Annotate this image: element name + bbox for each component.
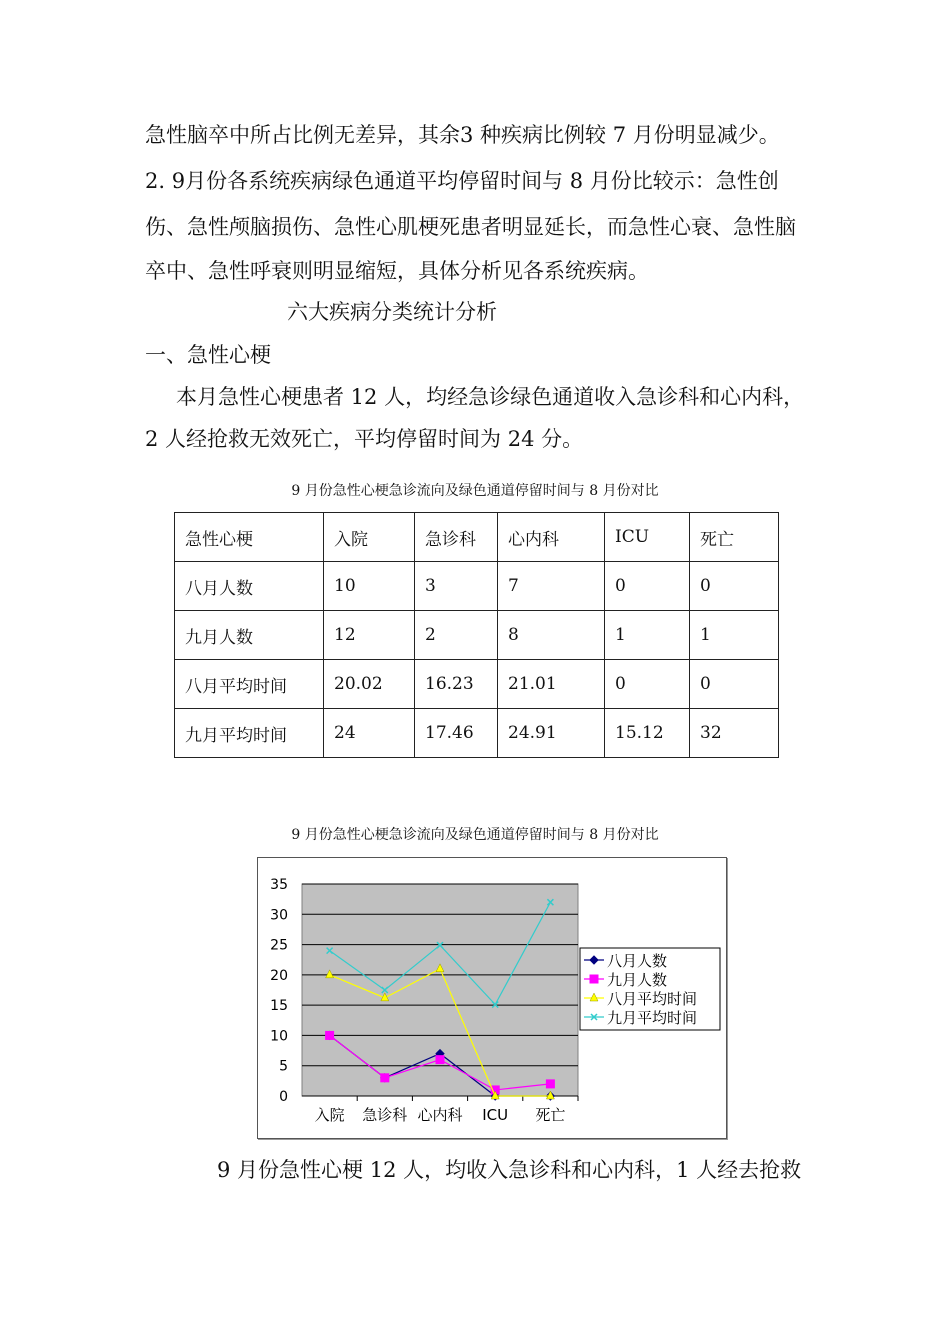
data-point xyxy=(436,1056,444,1064)
table-header-cell: 急性心梗 xyxy=(175,513,324,562)
paragraph-line-2: 2. 9月份各系统疾病绿色通道平均停留时间与 8 月份比较示：急性创 xyxy=(145,169,779,193)
table-cell: 八月人数 xyxy=(175,562,324,611)
table-cell: 0 xyxy=(690,562,779,611)
y-tick-label: 5 xyxy=(279,1058,288,1075)
table-caption: 9 月份急性心梗急诊流向及绿色通道停留时间与 8 月份对比 xyxy=(291,483,659,499)
table-header-row xyxy=(175,513,779,562)
paragraph-line-4: 卒中、急性呼衰则明显缩短，具体分析见各系统疾病。 xyxy=(145,259,649,283)
table-cell: 10 xyxy=(324,562,415,611)
table-cell: 17.46 xyxy=(415,709,498,758)
x-tick-label: 心内科 xyxy=(417,1106,463,1124)
table-row xyxy=(175,660,779,709)
y-tick-label: 35 xyxy=(270,877,288,893)
paragraph-line-6: 2 人经抢救无效死亡，平均停留时间为 24 分。 xyxy=(145,427,584,451)
table-cell: 24 xyxy=(324,709,415,758)
table-header-cell: 死亡 xyxy=(690,513,779,562)
table-cell: 20.02 xyxy=(324,660,415,709)
heading-acute-mi: 一、急性心梗 xyxy=(145,343,271,367)
section-title: 六大疾病分类统计分析 xyxy=(287,300,497,324)
table-cell: 2 xyxy=(415,611,498,660)
data-point xyxy=(381,1074,389,1082)
table-cell: 1 xyxy=(605,611,690,660)
legend-label: 八月人数 xyxy=(607,952,668,970)
y-tick-label: 10 xyxy=(270,1028,288,1045)
table-cell: 8 xyxy=(498,611,605,660)
table-cell: 0 xyxy=(690,660,779,709)
legend-marker xyxy=(590,975,598,983)
legend-label: 八月平均时间 xyxy=(607,990,698,1008)
line-chart xyxy=(258,858,726,1138)
paragraph-line-5: 本月急性心梗患者 12 人，均经急诊绿色通道收入急诊科和心内科， xyxy=(176,385,805,409)
plot-area xyxy=(302,884,578,1096)
table-cell: 1 xyxy=(690,611,779,660)
table-cell: 16.23 xyxy=(415,660,498,709)
paragraph-line-7: 9 月份急性心梗 12 人，均收入急诊科和心内科，1 人经去抢救 xyxy=(217,1158,802,1182)
table-cell: 7 xyxy=(498,562,605,611)
y-tick-label: 25 xyxy=(270,937,288,954)
data-point xyxy=(546,1080,554,1088)
table-cell: 15.12 xyxy=(605,709,690,758)
y-tick-label: 20 xyxy=(270,967,288,984)
table-cell: 八月平均时间 xyxy=(175,660,324,709)
x-tick-label: 急诊科 xyxy=(362,1106,408,1124)
paragraph-line-3: 伤、急性颅脑损伤、急性心肌梗死患者明显延长，而急性心衰、急性脑 xyxy=(145,215,796,239)
table-header-cell: 入院 xyxy=(324,513,415,562)
table-header-cell: 急诊科 xyxy=(415,513,498,562)
table-cell: 32 xyxy=(690,709,779,758)
table-row xyxy=(175,611,779,660)
y-tick-label: 0 xyxy=(279,1089,288,1105)
x-tick-label: 死亡 xyxy=(535,1106,566,1124)
legend-label: 九月人数 xyxy=(607,971,668,989)
chart-frame xyxy=(257,857,727,1139)
x-tick-label: ICU xyxy=(482,1106,509,1124)
table-header-cell: ICU xyxy=(605,513,690,562)
table-row xyxy=(175,709,779,758)
table-cell: 24.91 xyxy=(498,709,605,758)
chart-caption: 9 月份急性心梗急诊流向及绿色通道停留时间与 8 月份对比 xyxy=(291,827,659,843)
table-header-cell: 心内科 xyxy=(498,513,605,562)
data-table xyxy=(174,512,779,758)
paragraph-line-1: 急性脑卒中所占比例无差异，其余3 种疾病比例较 7 月份明显减少。 xyxy=(145,123,780,147)
x-tick-label: 入院 xyxy=(314,1106,345,1124)
table-cell: 12 xyxy=(324,611,415,660)
table-row xyxy=(175,562,779,611)
table-cell: 九月平均时间 xyxy=(175,709,324,758)
legend-label: 九月平均时间 xyxy=(607,1009,698,1027)
data-point xyxy=(326,1031,334,1039)
table-cell: 九月人数 xyxy=(175,611,324,660)
table-cell: 0 xyxy=(605,562,690,611)
table-cell: 0 xyxy=(605,660,690,709)
table-cell: 3 xyxy=(415,562,498,611)
table-cell: 21.01 xyxy=(498,660,605,709)
y-tick-label: 30 xyxy=(270,907,288,924)
y-tick-label: 15 xyxy=(270,998,288,1015)
